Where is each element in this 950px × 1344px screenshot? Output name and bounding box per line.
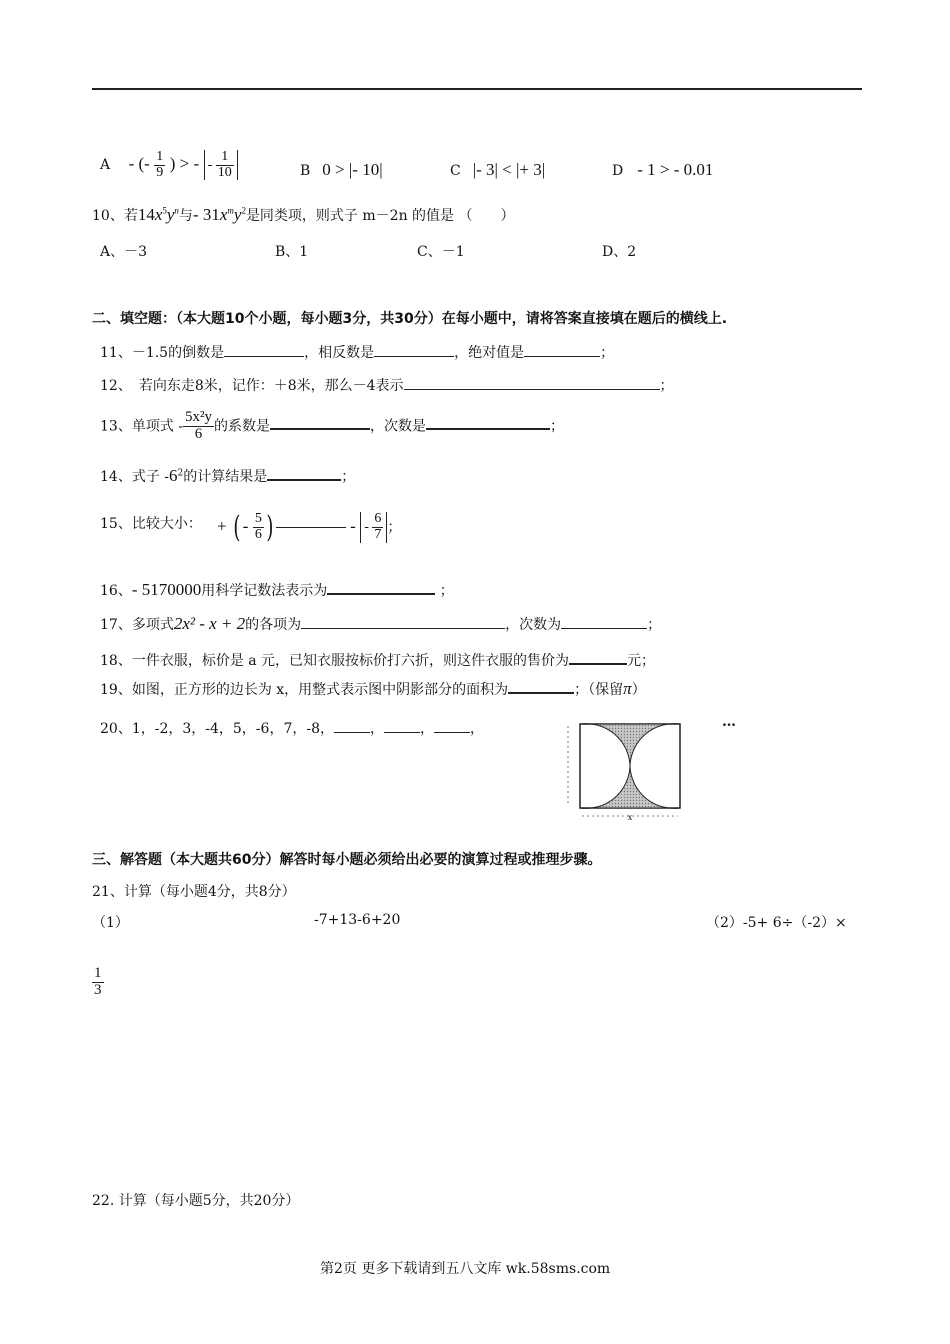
- q18: 18、一件衣服，标价是 a 元，已知衣服按标价打六折，则这件衣服的售价为 元；: [100, 653, 656, 669]
- section-2-heading: 二、填空题：（本大题10个小题，每小题3分，共30分）在每小题中，请将答案直接填在题后的横线上.: [92, 311, 728, 327]
- q16: 16、- 5170000用科学记数法表示为 ；: [100, 580, 454, 599]
- q20-blank-3[interactable]: [434, 732, 470, 733]
- q12-blank[interactable]: [404, 389, 660, 390]
- shaded-region-top: [580, 724, 680, 766]
- q20-blank-2[interactable]: [384, 732, 420, 733]
- header-rule: [92, 88, 862, 90]
- figure-label-x: x: [627, 812, 633, 822]
- q14: 14、式子 $-6^2$的计算结果是 ；: [100, 466, 356, 485]
- q21-title: 21、计算（每小题4分，共8分）: [92, 884, 296, 900]
- q16-blank[interactable]: [327, 593, 435, 595]
- q11: 11、－1.5的倒数是 ，相反数是 ，绝对值是 ；: [100, 345, 615, 361]
- q19-figure: [560, 718, 690, 822]
- q10-option-a: A、－3: [100, 244, 148, 260]
- q9-option-b: B 0 > |- 10|: [300, 160, 383, 179]
- section-3-heading: 三、解答题（本大题共60分）解答时每小题必须给出必要的演算过程或推理步骤。: [92, 852, 602, 868]
- q15-blank[interactable]: [276, 527, 346, 528]
- q10-option-b: B、1: [275, 244, 309, 260]
- q15-comparison: + ( - $\frac{5}{6}$ ) - - $\frac{6}{7}$ ；: [217, 510, 402, 545]
- q15-label: 15、比较大小：: [100, 516, 202, 532]
- q13: 13、单项式 - $\frac{\text{5x²y}}{6}$ 的系数是 ，次数是 ；: [100, 409, 564, 442]
- q17-blank-terms[interactable]: [301, 628, 505, 629]
- q11-blank-absolute[interactable]: [524, 356, 600, 357]
- q10-option-d: D、2: [602, 244, 637, 260]
- q9-option-d: D - 1 > - 0.01: [612, 160, 714, 179]
- q13-blank-coefficient[interactable]: [270, 428, 370, 430]
- q17-blank-degree[interactable]: [561, 628, 647, 629]
- q20-ellipsis: …: [722, 714, 736, 730]
- q20: 20、1，-2，3，-4，5，-6，7，-8， ， ， ，: [100, 721, 484, 737]
- q21-sub1-expr: -7+13-6+20: [314, 912, 401, 928]
- q20-blank-1[interactable]: [334, 732, 370, 733]
- q22-title: 22. 计算（每小题5分，共20分）: [92, 1193, 300, 1209]
- q21-sub2-expr: （2）-5+ 6÷（-2）×: [706, 915, 847, 931]
- page-footer: 第2页 更多下载请到五八文库 wk.58sms.com: [320, 1261, 611, 1277]
- q10-stem: 10、若$14x^5y^n$与- $31x^my^2$是同类项，则式子 m－2n 的值是 （ ）: [92, 205, 515, 224]
- q12: 12、 若向东走8米，记作：＋8米，那么－4表示 ；: [100, 378, 674, 394]
- q13-blank-degree[interactable]: [426, 428, 550, 430]
- q14-blank[interactable]: [267, 479, 341, 481]
- q19-blank[interactable]: [508, 692, 574, 694]
- q9-option-c: C |- 3| < |+ 3|: [450, 160, 546, 179]
- q9-option-a: A - (- $\frac{1}{9}$ ) > - - $\frac{1}{10}$: [100, 150, 238, 180]
- q10-option-c: C、－1: [417, 244, 465, 260]
- q19: 19、如图，正方形的边长为 x，用整式表示图中阴影部分的面积为 ；（保留π）: [100, 679, 646, 698]
- q21-sub2-fraction: $\frac{1}{3}$: [94, 965, 102, 998]
- shaded-region-bottom: [580, 766, 680, 808]
- q11-blank-opposite[interactable]: [374, 356, 454, 357]
- q17: 17、多项式2x² - x + 2的各项为 ，次数为 ；: [100, 614, 662, 633]
- q21-sub1-label: （1）: [92, 915, 129, 931]
- q18-blank[interactable]: [569, 663, 627, 665]
- q11-blank-reciprocal[interactable]: [224, 356, 304, 357]
